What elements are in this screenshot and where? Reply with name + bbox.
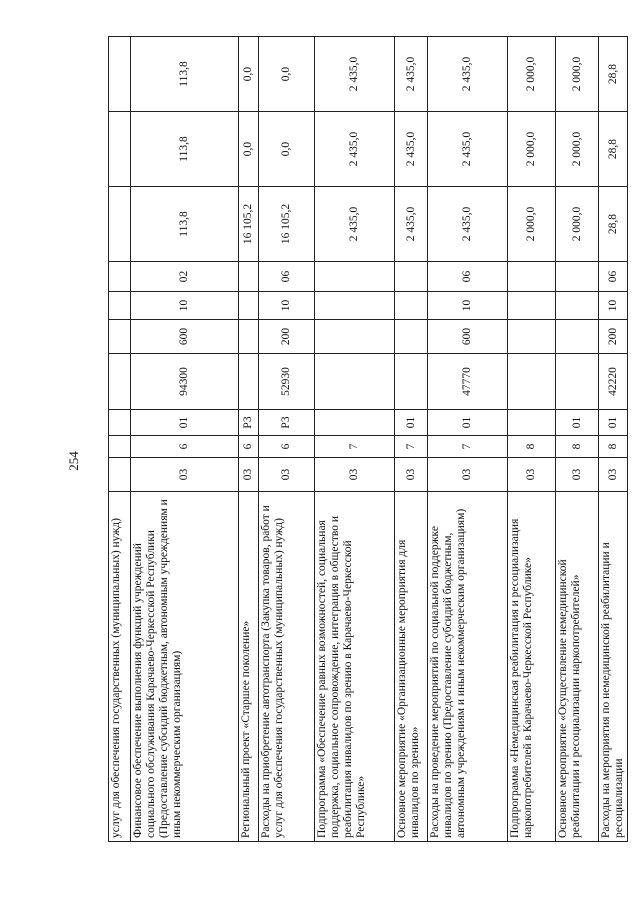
row-c4-cell xyxy=(556,354,599,410)
row-v3-cell xyxy=(109,37,131,112)
row-v2-cell: 0,0 xyxy=(239,112,259,187)
row-c4-cell: 94300 xyxy=(131,354,239,410)
row-v3-cell: 0,0 xyxy=(239,37,259,112)
row-v3-cell: 2 435,0 xyxy=(428,37,508,112)
row-v3-cell: 2 435,0 xyxy=(315,37,395,112)
row-c4-cell: 42220 xyxy=(599,354,628,410)
row-c2-cell xyxy=(109,436,131,458)
row-c2-cell: 6 xyxy=(239,436,259,458)
row-c3-cell xyxy=(508,410,556,436)
row-c1-cell: 03 xyxy=(315,458,395,492)
row-name-cell: Основное мероприятие «Осуществление немедицинской реабилитации и ресоциализации наркопотребителей» xyxy=(556,492,599,842)
row-c3-cell: 01 xyxy=(599,410,628,436)
table-row xyxy=(395,37,428,842)
row-vr-cell: 200 xyxy=(599,320,628,354)
row-c2-cell: 7 xyxy=(428,436,508,458)
row-name-cell: Расходы на проведение мероприятий по социальной поддержке инвалидов по зрению (Предоставление субсидий бюджетным, автономным учреждениям и иным некоммерческим организациям) xyxy=(428,492,508,842)
row-v2-cell: 2 000,0 xyxy=(556,112,599,187)
row-vr-cell xyxy=(109,320,131,354)
row-v2-cell: 0,0 xyxy=(259,112,315,187)
row-rz-cell xyxy=(109,292,131,320)
row-c3-cell: 01 xyxy=(131,410,239,436)
row-c2-cell: 7 xyxy=(395,436,428,458)
row-pr-cell xyxy=(239,262,259,292)
page-number: 254 xyxy=(66,451,81,471)
row-c2-cell: 8 xyxy=(508,436,556,458)
row-pr-cell xyxy=(395,262,428,292)
row-v3-cell: 2 435,0 xyxy=(395,37,428,112)
row-rz-cell: 10 xyxy=(131,292,239,320)
row-c4-cell xyxy=(239,354,259,410)
table-row xyxy=(508,37,556,842)
row-c1-cell: 03 xyxy=(599,458,628,492)
row-pr-cell xyxy=(315,262,395,292)
row-vr-cell: 600 xyxy=(131,320,239,354)
row-c2-cell: 6 xyxy=(131,436,239,458)
table-row xyxy=(556,37,599,842)
row-vr-cell xyxy=(315,320,395,354)
row-v2-cell: 2 435,0 xyxy=(315,112,395,187)
row-pr-cell xyxy=(508,262,556,292)
row-vr-cell xyxy=(556,320,599,354)
row-rz-cell: 10 xyxy=(259,292,315,320)
table-row xyxy=(428,37,508,842)
row-v1-cell: 16 105,2 xyxy=(239,187,259,262)
row-c1-cell: 03 xyxy=(239,458,259,492)
row-c2-cell: 8 xyxy=(599,436,628,458)
row-v2-cell: 113,8 xyxy=(131,112,239,187)
row-c3-cell: P3 xyxy=(239,410,259,436)
row-name-cell: услуг для обеспечения государственных (муниципальных) нужд) xyxy=(109,492,131,842)
row-v1-cell: 2 000,0 xyxy=(508,187,556,262)
row-c3-cell: P3 xyxy=(259,410,315,436)
row-v3-cell: 2 000,0 xyxy=(508,37,556,112)
row-vr-cell: 600 xyxy=(428,320,508,354)
row-pr-cell: 02 xyxy=(131,262,239,292)
row-v2-cell: 2 000,0 xyxy=(508,112,556,187)
table-row xyxy=(315,37,395,842)
budget-table xyxy=(108,36,628,842)
row-name-cell: Подпрограмма «Немедицинская реабилитация и ресоциализация наркопотребителей в Карачаево-Черкесской Республике» xyxy=(508,492,556,842)
row-name-cell: Подпрограмма «Обеспечение равных возможностей, социальная поддержка, социальное сопровождение, интеграция в общество и реабилитация инвалидов по зрению в Карачаево-Черкесской Республике» xyxy=(315,492,395,842)
table-row xyxy=(259,37,315,842)
row-v1-cell: 2 435,0 xyxy=(428,187,508,262)
row-c3-cell xyxy=(109,410,131,436)
budget-table-wrapper xyxy=(108,37,625,842)
row-rz-cell: 10 xyxy=(428,292,508,320)
row-c4-cell xyxy=(315,354,395,410)
row-vr-cell xyxy=(395,320,428,354)
row-c2-cell: 8 xyxy=(556,436,599,458)
row-pr-cell xyxy=(556,262,599,292)
row-name-cell: Основное мероприятие «Организационные мероприятия для инвалидов по зрению» xyxy=(395,492,428,842)
row-c1-cell xyxy=(109,458,131,492)
row-v2-cell: 2 435,0 xyxy=(428,112,508,187)
row-c1-cell: 03 xyxy=(428,458,508,492)
row-name-cell: Региональный проект «Старшее поколение» xyxy=(239,492,259,842)
row-v3-cell: 113,8 xyxy=(131,37,239,112)
row-c1-cell: 03 xyxy=(259,458,315,492)
row-c3-cell: 01 xyxy=(428,410,508,436)
table-row xyxy=(109,37,131,842)
row-name-cell: Финансовое обеспечение выполнения функций учреждений социального обслуживания Карачаево-Черкесской Республики (Предоставление субсидий бюджетным, автономным учреждениям и иным некоммерческим организациям) xyxy=(131,492,239,842)
row-c1-cell: 03 xyxy=(395,458,428,492)
row-rz-cell xyxy=(556,292,599,320)
row-v1-cell: 28,8 xyxy=(599,187,628,262)
row-c2-cell: 6 xyxy=(259,436,315,458)
row-c4-cell xyxy=(508,354,556,410)
row-c1-cell: 03 xyxy=(508,458,556,492)
row-c4-cell xyxy=(109,354,131,410)
row-pr-cell: 06 xyxy=(428,262,508,292)
row-rz-cell: 10 xyxy=(599,292,628,320)
row-rz-cell xyxy=(239,292,259,320)
row-c1-cell: 03 xyxy=(556,458,599,492)
row-c4-cell xyxy=(395,354,428,410)
table-row xyxy=(131,37,239,842)
row-rz-cell xyxy=(395,292,428,320)
table-row xyxy=(599,37,628,842)
row-rz-cell xyxy=(315,292,395,320)
row-v3-cell: 28,8 xyxy=(599,37,628,112)
row-pr-cell xyxy=(109,262,131,292)
row-v3-cell: 0,0 xyxy=(259,37,315,112)
row-vr-cell xyxy=(239,320,259,354)
row-c3-cell xyxy=(315,410,395,436)
row-c3-cell: 01 xyxy=(556,410,599,436)
row-vr-cell: 200 xyxy=(259,320,315,354)
row-v1-cell: 113,8 xyxy=(131,187,239,262)
row-c4-cell: 47770 xyxy=(428,354,508,410)
row-v2-cell xyxy=(109,112,131,187)
row-vr-cell xyxy=(508,320,556,354)
table-row xyxy=(239,37,259,842)
row-pr-cell: 06 xyxy=(259,262,315,292)
row-v3-cell: 2 000,0 xyxy=(556,37,599,112)
row-c4-cell: 52930 xyxy=(259,354,315,410)
row-v1-cell: 2 000,0 xyxy=(556,187,599,262)
row-name-cell: Расходы на приобретение автотранспорта (Закупка товаров, работ и услуг для обеспечения государственных (муниципальных) нужд) xyxy=(259,492,315,842)
row-pr-cell: 06 xyxy=(599,262,628,292)
row-c3-cell: 01 xyxy=(395,410,428,436)
row-v1-cell: 2 435,0 xyxy=(395,187,428,262)
row-v2-cell: 2 435,0 xyxy=(395,112,428,187)
row-c1-cell: 03 xyxy=(131,458,239,492)
row-v1-cell: 16 105,2 xyxy=(259,187,315,262)
row-v1-cell xyxy=(109,187,131,262)
row-name-cell: Расходы на мероприятия по немедицинской реабилитации и ресоциализации xyxy=(599,492,628,842)
row-v2-cell: 28,8 xyxy=(599,112,628,187)
row-c2-cell: 7 xyxy=(315,436,395,458)
row-rz-cell xyxy=(508,292,556,320)
row-v1-cell: 2 435,0 xyxy=(315,187,395,262)
